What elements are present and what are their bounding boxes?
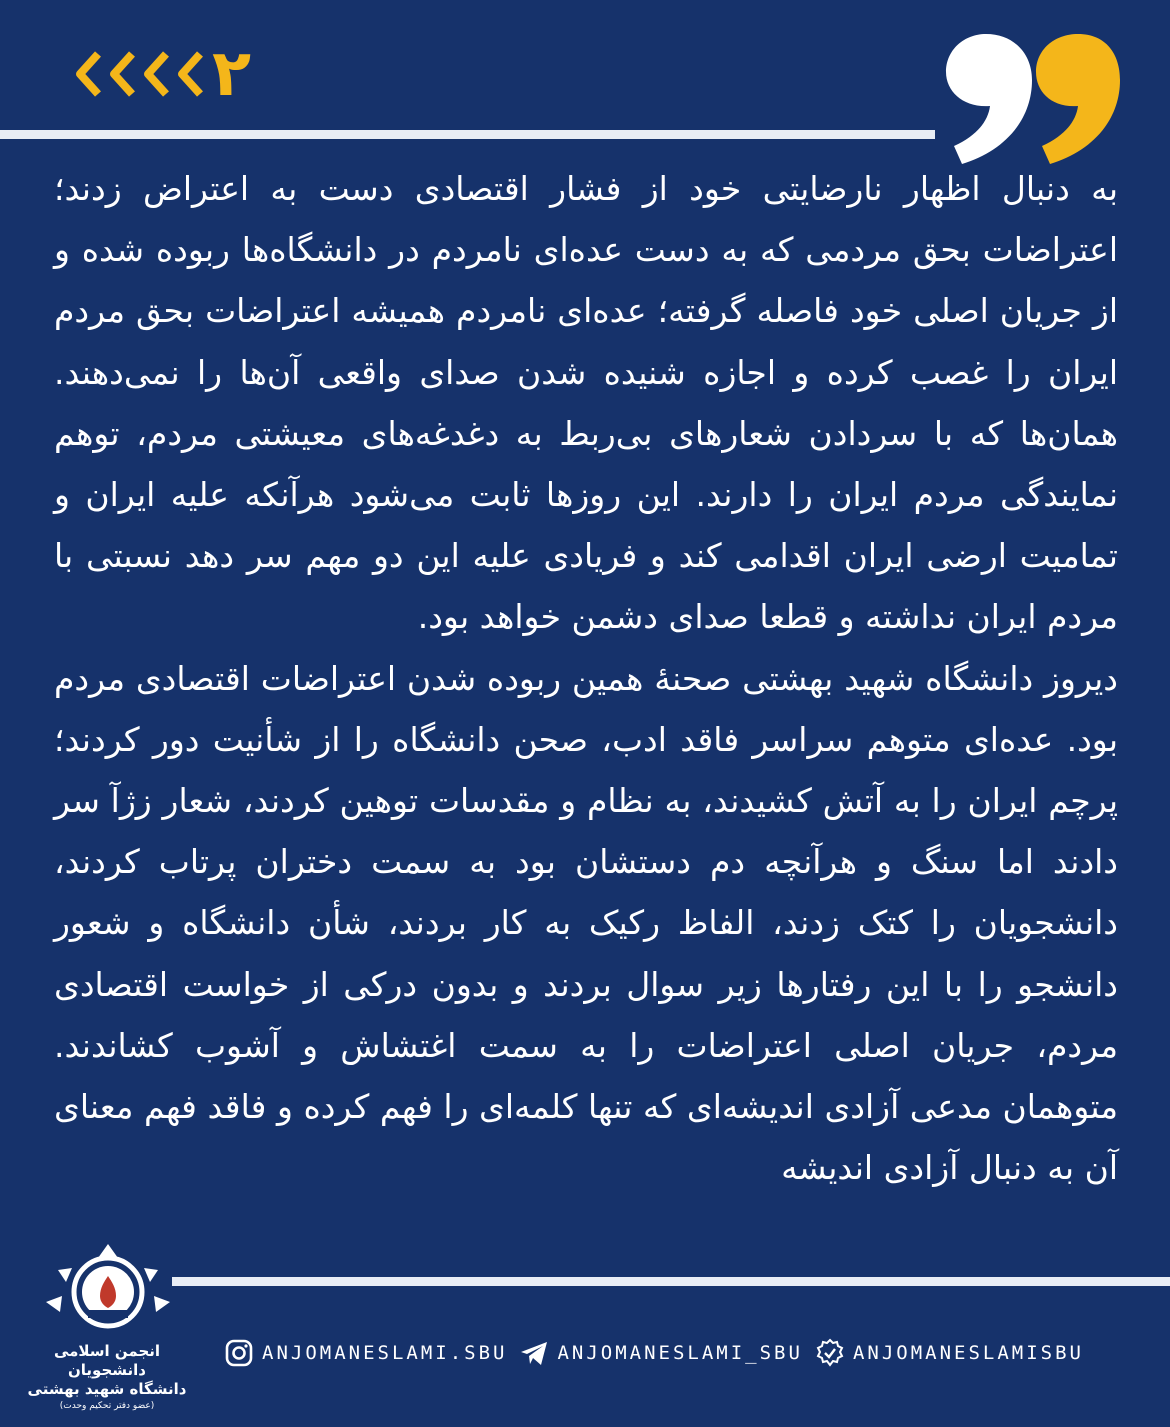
- page-number: ۲: [212, 37, 252, 111]
- paragraph: به دنبال اظهار نارضایتی خود از فشار اقتصادی دست به اعتراض زدند؛ اعتراضات بحق مردمی که به دست عده‌ای نامردم در دانشگاه‌ها ربوده شده و از جریان اصلی خود فاصله گرفته؛ عده‌ای نامردم همیشه اعتراضات بحق مردم ایران را غصب کرده و اجازه شنیده شدن صدای واقعی آن‌ها را نمی‌دهند. همان‌ها که با سردادن شعارهای بی‌ربط به دغدغه‌های معیشتی مردم، توهم نمایندگی مردم ایران را دارند. این روزها ثابت می‌شود هرآنکه علیه ایران و تمامیت ارضی ایران اقدامی کند و فریادی علیه این دو مهم سر دهد نسبتی با مردم ایران نداشته و قطعا صدای دشمن خواهد بود.: [54, 169, 1118, 637]
- verified-badge-icon: [815, 1338, 845, 1368]
- telegram-handle: ANJOMANESLAMI_SBU: [557, 1342, 803, 1364]
- instagram-handle: ANJOMANESLAMI.SBU: [262, 1342, 508, 1364]
- eitaa-handle: ANJOMANESLAMISBU: [852, 1342, 1084, 1364]
- org-name: [22, 1342, 192, 1413]
- org-name-line2: دانشگاه شهید بهشتی: [27, 1380, 187, 1398]
- chevron-left-icon: [104, 42, 138, 106]
- instagram-icon: [224, 1338, 254, 1368]
- bottom-divider: [172, 1277, 1170, 1286]
- org-logo: [38, 1240, 178, 1336]
- eitaa-link[interactable]: [815, 1338, 1084, 1368]
- social-links: [224, 1338, 1096, 1368]
- telegram-icon: [519, 1338, 549, 1368]
- paragraph: دیروز دانشگاه شهید بهشتی صحنهٔ همین ربوده شدن اعتراضات اقتصادی مردم بود. عده‌ای متوهم سراسر فاقد ادب، صحن دانشگاه را از شأنیت دور کردند؛ پرچم ایران را به آتش کشیدند، به نظام و مقدسات توهین کردند، شعار زژآ سر دادند اما سنگ و هرآنچه دم دستشان بود به سمت دختران پرتاب کردند، دانشجویان را کتک زدند، الفاظ رکیک به کار بردند، شأن دانشگاه و شعور دانشجو را با این رفتارها زیر سوال بردند و بدون درکی از خواست اقتصادی مردم، جریان اصلی اعتراضات را به سمت اغتشاش و آشوب کشاندند. متوهمان مدعی آزادی اندیشه‌ای که تنها کلمه‌ای را فهم کرده و فاقد فهم معنای آن به دنبال آزادی اندیشه: [54, 658, 1118, 1188]
- top-divider: [0, 130, 935, 139]
- chevron-left-icon: [138, 42, 172, 106]
- org-name-line3: (عضو دفتر تحکیم وحدت): [59, 1401, 155, 1411]
- chevron-left-icon: [70, 42, 104, 106]
- instagram-link[interactable]: [224, 1338, 507, 1368]
- article-text: [54, 158, 1118, 1198]
- chevrons: [70, 42, 206, 106]
- chevron-left-icon: [172, 42, 206, 106]
- org-name-line1: انجمن اسلامی دانشجویان: [53, 1342, 161, 1379]
- telegram-link[interactable]: [519, 1338, 802, 1368]
- page-indicator: [70, 37, 252, 111]
- quote-mark-icon: [940, 28, 1122, 168]
